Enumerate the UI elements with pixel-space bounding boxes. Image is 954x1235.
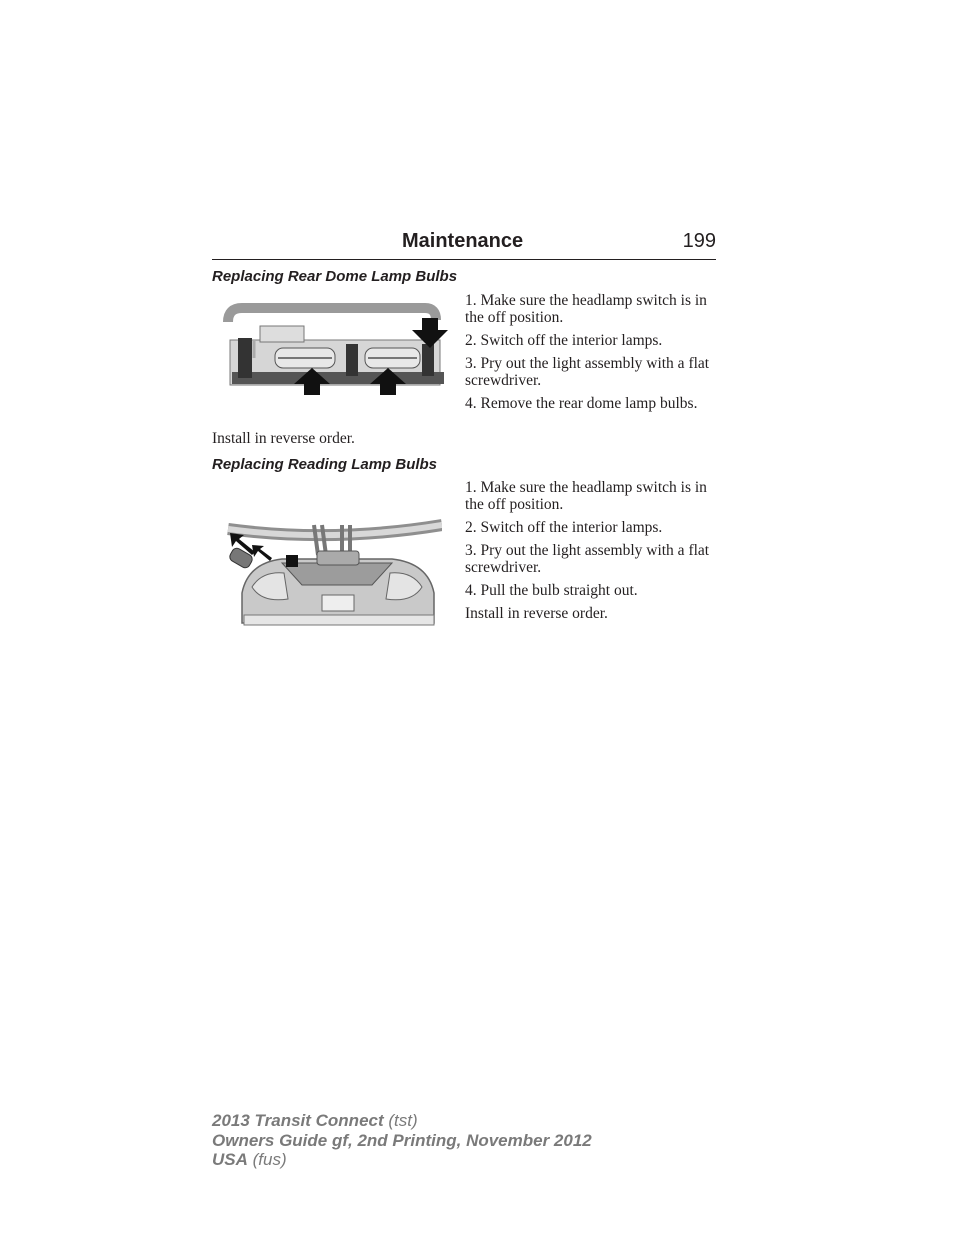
list-item: 4. Pull the bulb straight out.: [465, 582, 638, 599]
footer-model-code: (tst): [388, 1111, 418, 1130]
footer-market: USA: [212, 1150, 248, 1169]
list-item: 1. Make sure the headlamp switch is in the off position.: [465, 292, 707, 326]
footer-line-2: [212, 1131, 592, 1151]
rear-dome-lamp-illustration: [220, 300, 450, 395]
footer-line-1: [212, 1111, 592, 1131]
footer-market-code: (fus): [252, 1150, 287, 1169]
section-title-rear-dome: Replacing Rear Dome Lamp Bulbs: [212, 268, 458, 285]
reading-lamp-illustration: [222, 515, 442, 630]
page-title: Maintenance: [402, 230, 524, 252]
install-note: Install in reverse order.: [212, 430, 355, 447]
list-item: 3. Pry out the light assembly with a flat screwdriver.: [465, 355, 710, 389]
list-item: Install in reverse order.: [465, 605, 608, 622]
list-item: 2. Switch off the interior lamps.: [465, 332, 663, 349]
rear-dome-steps: [465, 292, 720, 418]
page-number: 199: [682, 230, 716, 252]
footer-model: 2013 Transit Connect: [212, 1111, 384, 1130]
page-header: [212, 228, 716, 260]
list-item: 4. Remove the rear dome lamp bulbs.: [465, 395, 698, 412]
list-item: 2. Switch off the interior lamps.: [465, 519, 663, 536]
list-item: 1. Make sure the headlamp switch is in the off position.: [465, 479, 707, 513]
reading-lamp-steps: [465, 479, 720, 628]
section-title-reading-lamp: Replacing Reading Lamp Bulbs: [212, 456, 438, 473]
page-footer: [212, 1111, 592, 1170]
footer-printing: Owners Guide gf, 2nd Printing, November 2012: [212, 1130, 592, 1150]
list-item: 3. Pry out the light assembly with a flat screwdriver.: [465, 542, 710, 576]
footer-line-3: [212, 1150, 592, 1170]
